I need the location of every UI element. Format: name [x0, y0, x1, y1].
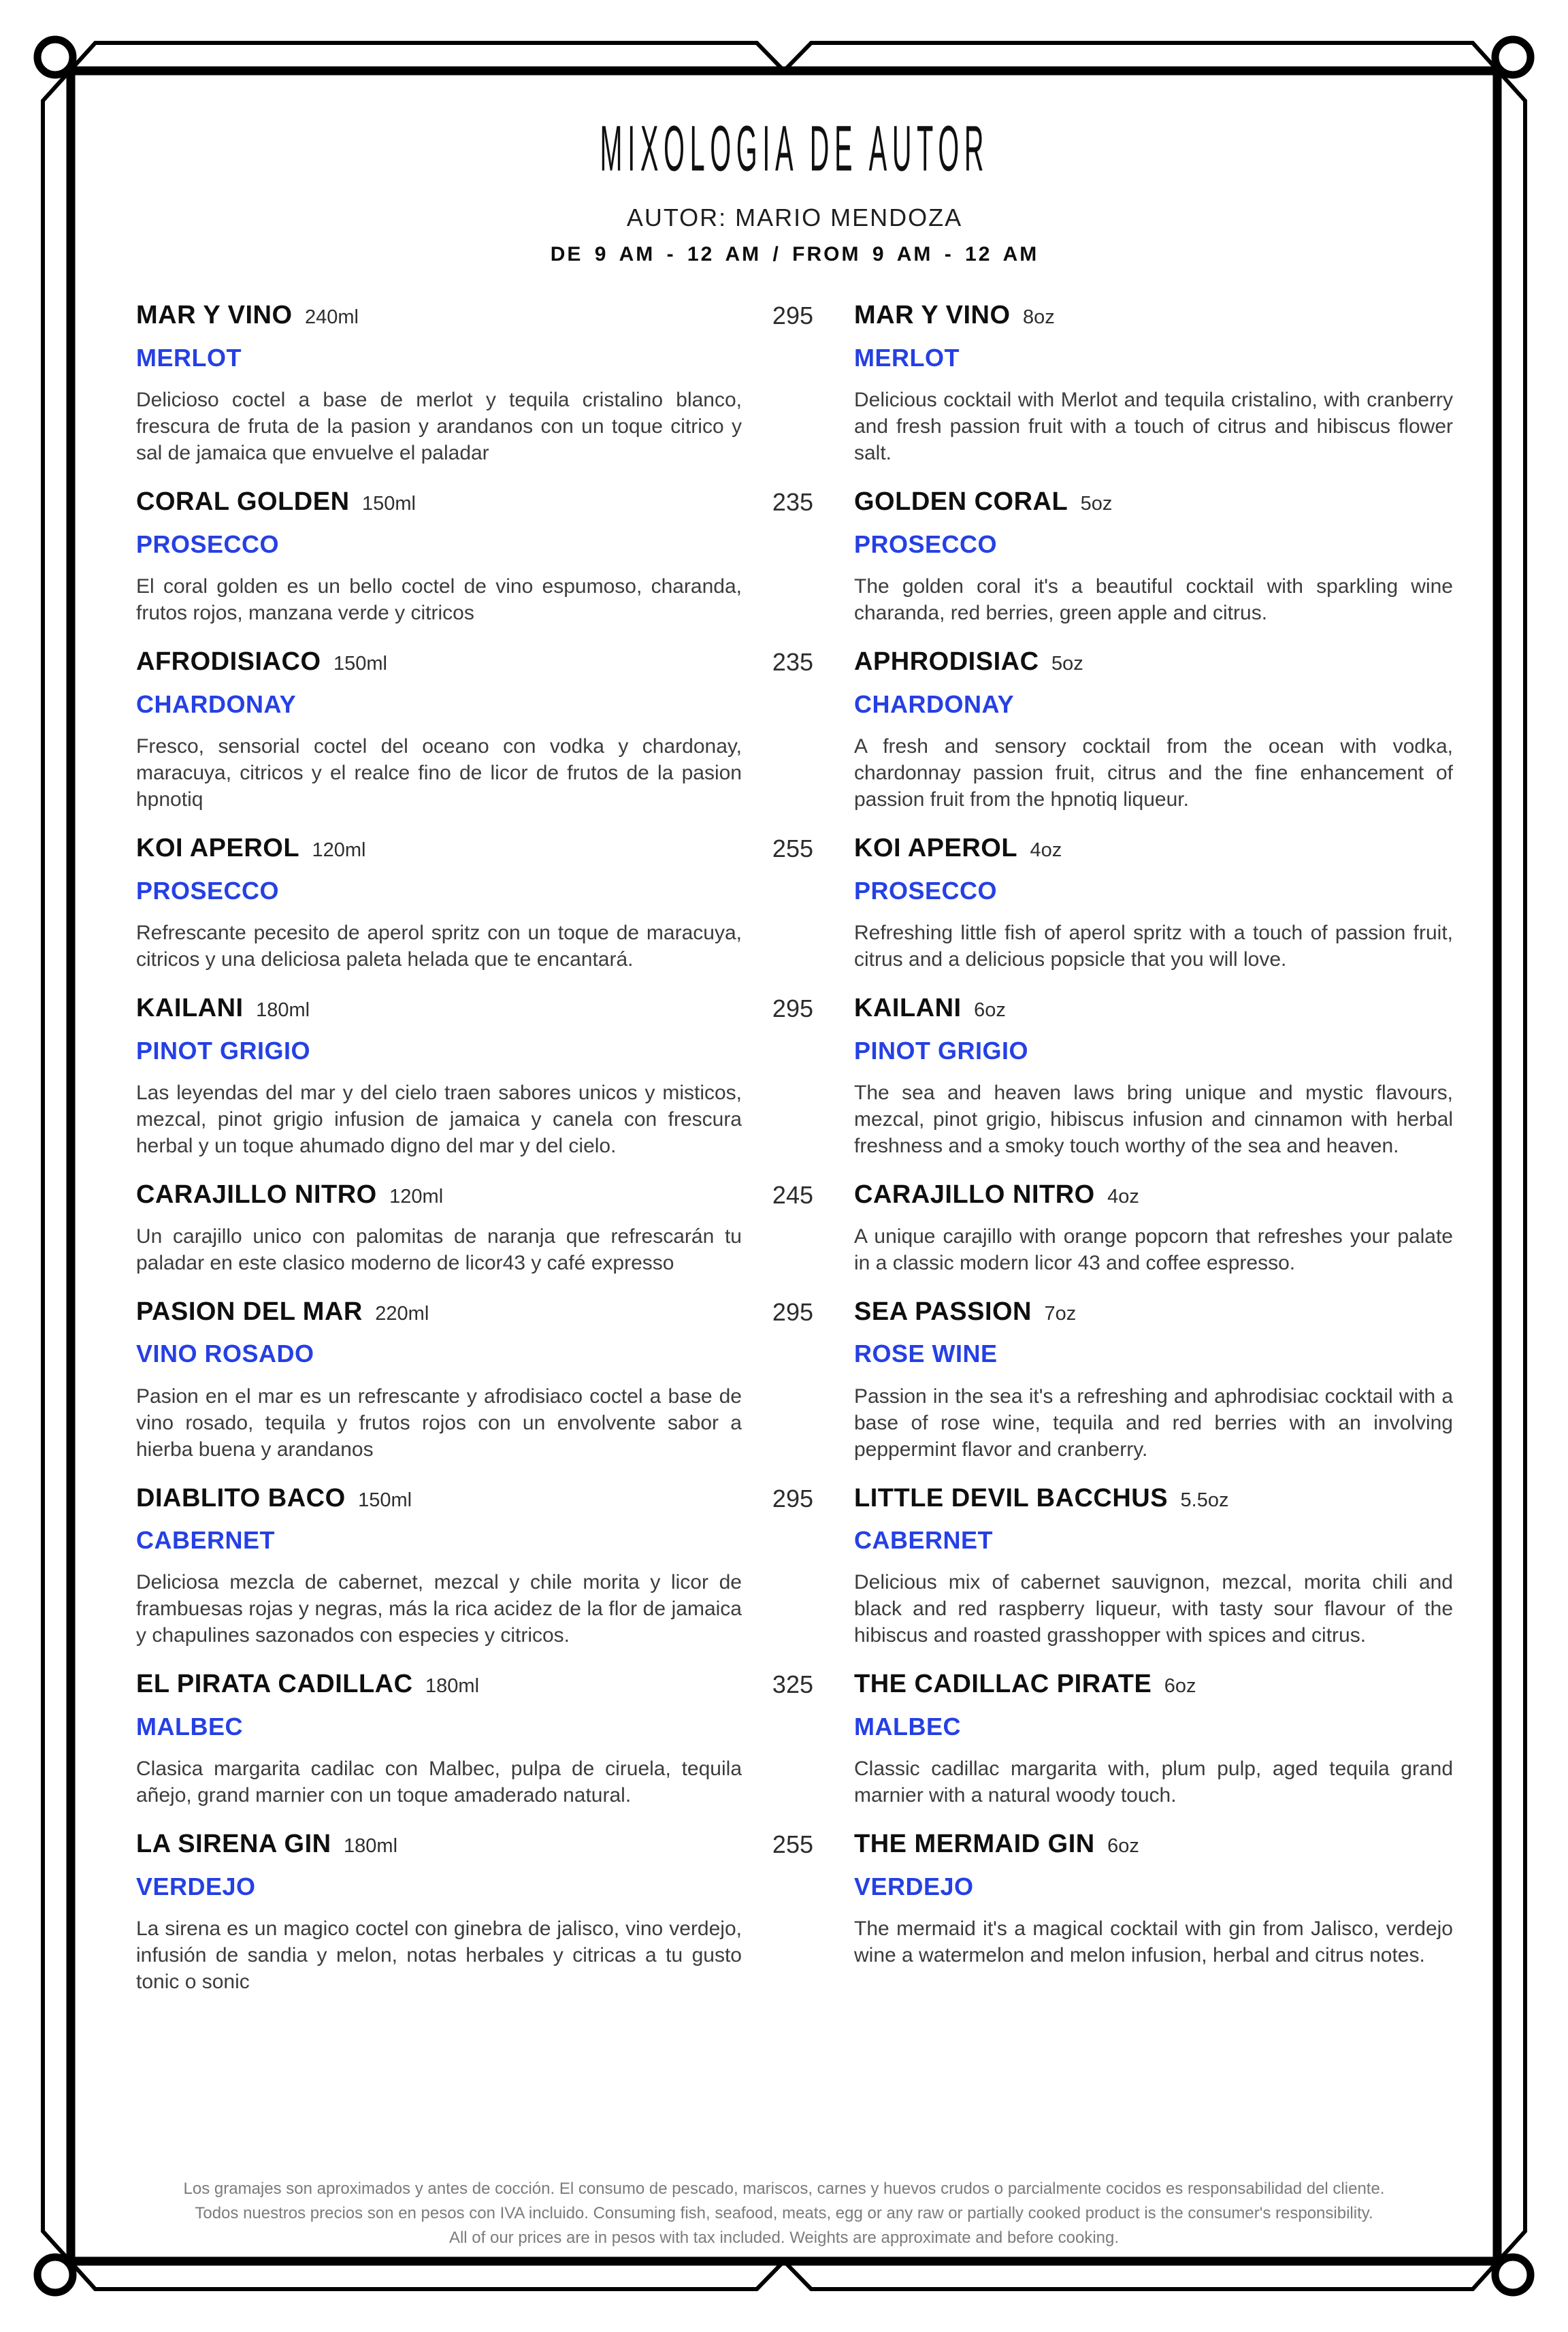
item-size-es: 180ml [425, 1675, 480, 1698]
item-size-es: 120ml [389, 1185, 444, 1208]
menu-item-el-pirata-cadillac [136, 1669, 1453, 1809]
item-title-row [854, 1669, 1453, 1700]
item-es-column [136, 1297, 742, 1463]
item-desc-en: Refreshing little fish of aperol spritz with a touch of passion fruit, citrus and a delicious popsicle that you will love. [854, 921, 1453, 971]
item-name-en: THE CADILLAC PIRATE [854, 1670, 1152, 1699]
item-name-es: MAR Y VINO [136, 301, 293, 329]
item-title-row [854, 300, 1453, 331]
item-name-en: MAR Y VINO [854, 301, 1011, 329]
page-title-text: MIXOLOGIA DE AUTOR [600, 112, 990, 184]
item-desc-en: A unique carajillo with orange popcorn that refreshes your palate in a classic modern licor 43 and coffee espresso. [854, 1225, 1453, 1274]
item-desc-es: Pasion en el mar es un refrescante y afrodisiaco coctel a base de vino rosado, tequila y frutos rojos con un envolvente sabor a hierba buena y arandanos [136, 1384, 742, 1461]
item-name-en: KAILANI [854, 993, 962, 1022]
item-name-es: PASION DEL MAR [136, 1297, 363, 1326]
item-size-es: 240ml [304, 306, 359, 328]
item-size-en: 5.5oz [1180, 1489, 1229, 1511]
item-desc-en: Passion in the sea it's a refreshing and aphrodisiac cocktail with a base of rose wine, tequila and red berries with an involving peppermint flavor and cranberry. [854, 1384, 1453, 1461]
item-name-en: APHRODISIAC [854, 647, 1039, 676]
item-title-row [854, 487, 1453, 518]
item-title-row [136, 300, 742, 331]
item-wine-en: MALBEC [854, 1713, 961, 1741]
page-title [136, 112, 1453, 186]
item-price: 255 [772, 834, 813, 862]
item-desc-en: The mermaid it's a magical cocktail with gin from Jalisco, verdejo wine a watermelon and melon infusion, herbal and citrus notes. [854, 1917, 1453, 1967]
item-wine-es: CHARDONAY [136, 690, 297, 718]
item-desc-es: Fresco, sensorial coctel del oceano con vodka y chardonay, maracuya, citricos y el realce fino de licor de frutos de la pasion hpnotiq [136, 734, 742, 811]
item-wine-en: CHARDONAY [854, 690, 1015, 718]
item-name-en: GOLDEN CORAL [854, 487, 1068, 516]
item-wine-en: MERLOT [854, 343, 960, 372]
disclaimer-line-3: All of our prices are in pesos with tax included. Weights are approximate and before cooking. [448, 2229, 1120, 2247]
item-price: 245 [772, 1180, 813, 1209]
service-hours: DE 9 AM - 12 AM / FROM 9 AM - 12 AM [550, 243, 1039, 265]
item-desc-es: Clasica margarita cadilac con Malbec, pulpa de ciruela, tequila añejo, grand marnier con un toque amaderado natural. [136, 1758, 742, 1807]
item-wine-es: PROSECCO [136, 876, 280, 905]
item-desc-en: Classic cadillac margarita with, plum pulp, aged tequila grand marnier with a natural woody touch. [854, 1758, 1453, 1807]
item-desc-es: Refrescante pecesito de aperol spritz con un toque de maracuya, citricos y una deliciosa paleta helada que te encantará. [136, 921, 742, 971]
item-size-en: 6oz [1107, 1835, 1139, 1858]
item-price: 295 [772, 302, 813, 329]
disclaimer-line-1: Los gramajes son aproximados y antes de cocción. El consumo de pescado, mariscos, carnes y huevos crudos o parcialmente cocidos es responsabilidad del cliente. [183, 2180, 1385, 2198]
item-desc-en: A fresh and sensory cocktail from the ocean with vodka, chardonnay passion fruit, citrus and the fine enhancement of passion fruit from the hpnotiq liqueur. [854, 734, 1453, 811]
item-size-es: 150ml [333, 652, 387, 675]
item-name-en: THE MERMAID GIN [854, 1830, 1095, 1859]
item-es-column [136, 833, 742, 973]
item-title-row [136, 647, 742, 678]
item-desc-es: Las leyendas del mar y del cielo traen sabores unicos y misticos, mezcal, pinot grigio infusion de jamaica y canela con frescura herbal y un toque ahumado digno del mar y del cielo. [136, 1081, 742, 1157]
item-en-column [854, 1669, 1453, 1809]
item-en-column [854, 1829, 1453, 1969]
item-title-row [136, 993, 742, 1024]
item-wine-es: MERLOT [136, 343, 242, 372]
menu-items [136, 300, 1453, 1995]
menu-item-carajillo-nitro [136, 1180, 1453, 1276]
item-name-en: KOI APEROL [854, 833, 1018, 862]
item-price: 295 [772, 1484, 813, 1512]
item-name-es: LA SIRENA GIN [136, 1830, 331, 1859]
menu-item-mar-y-vino [136, 300, 1453, 466]
item-desc-en: Delicious cocktail with Merlot and tequila cristalino, with cranberry and fresh passion fruit with a touch of citrus and hibiscus flower salt. [854, 388, 1453, 464]
item-desc-es: Deliciosa mezcla de cabernet, mezcal y chile morita y licor de frambuesas rojas y negras, más la rica acidez de la flor de jamaica y chapulines sazonados con especies y citricos. [136, 1571, 742, 1647]
item-size-en: 4oz [1030, 839, 1062, 861]
item-title-row [136, 487, 742, 518]
item-es-column [136, 647, 742, 813]
item-en-column [854, 647, 1453, 813]
item-wine-en: PINOT GRIGIO [854, 1036, 1029, 1065]
item-title-row [854, 1829, 1453, 1860]
item-title-row [854, 1297, 1453, 1328]
item-name-en: LITTLE DEVIL BACCHUS [854, 1483, 1169, 1512]
item-en-column [854, 300, 1453, 466]
item-size-es: 150ml [361, 492, 416, 515]
item-title-row [136, 1180, 742, 1211]
item-name-es: DIABLITO BACO [136, 1483, 346, 1512]
item-wine-en: CABERNET [854, 1526, 994, 1555]
item-title-row [854, 647, 1453, 678]
item-en-column [854, 1180, 1453, 1276]
item-desc-es: Delicioso coctel a base de merlot y tequila cristalino blanco, frescura de fruta de la pasion y arandanos con un toque citrico y sal de jamaica que envuelve el paladar [136, 388, 742, 464]
menu-item-la-sirena-gin [136, 1829, 1453, 1995]
item-title-row [854, 993, 1453, 1024]
menu-item-afrodisiaco [136, 647, 1453, 813]
item-wine-es: MALBEC [136, 1713, 243, 1741]
item-title-row [854, 1483, 1453, 1515]
item-name-en: SEA PASSION [854, 1297, 1032, 1326]
item-size-en: 5oz [1080, 492, 1113, 515]
item-desc-en: Delicious mix of cabernet sauvignon, mezcal, morita chili and black and red raspberry liqueur, with tasty sour flavour of the hibiscus and roasted grasshopper with spices and citrus. [854, 1571, 1453, 1647]
item-title-row [136, 1669, 742, 1700]
item-en-column [854, 1483, 1453, 1649]
item-name-es: AFRODISIACO [136, 647, 321, 676]
item-title-row [854, 833, 1453, 864]
item-es-column [136, 1483, 742, 1649]
menu-item-coral-golden [136, 487, 1453, 626]
item-price: 235 [772, 487, 813, 516]
item-size-en: 8oz [1022, 306, 1055, 328]
item-desc-es: La sirena es un magico coctel con ginebra de jalisco, vino verdejo, infusión de sandia y melon, notas herbales y citricas a tu gusto tonic o sonic [136, 1917, 742, 1994]
item-wine-en: PROSECCO [854, 876, 998, 905]
item-title-row [136, 1297, 742, 1328]
item-title-row [854, 1180, 1453, 1211]
item-es-column [136, 993, 742, 1159]
item-size-en: 5oz [1051, 652, 1083, 675]
item-name-es: EL PIRATA CADILLAC [136, 1670, 413, 1699]
item-price: 235 [772, 647, 813, 676]
item-desc-es: El coral golden es un bello coctel de vino espumoso, charanda, frutos rojos, manzana verde y citricos [136, 574, 742, 624]
item-name-es: CARAJILLO NITRO [136, 1180, 377, 1209]
item-size-es: 220ml [375, 1302, 429, 1325]
item-price: 295 [772, 1297, 813, 1326]
item-name-es: CORAL GOLDEN [136, 487, 350, 516]
item-wine-es: PROSECCO [136, 530, 280, 558]
item-price: 295 [772, 994, 813, 1022]
item-title-row [136, 833, 742, 864]
disclaimer-line-2: Todos nuestros precios son en pesos con IVA incluido. Consuming fish, seafood, meats, egg or any raw or partially cooked product is the consumer's responsibility. [195, 2204, 1373, 2222]
item-size-es: 180ml [256, 999, 310, 1021]
item-wine-es: PINOT GRIGIO [136, 1036, 311, 1065]
item-wine-en: VERDEJO [854, 1873, 974, 1901]
item-size-en: 6oz [1164, 1675, 1196, 1698]
item-en-column [854, 487, 1453, 626]
item-en-column [854, 993, 1453, 1159]
item-title-row [136, 1829, 742, 1860]
disclaimer-footer [0, 2177, 1568, 2250]
author-line: AUTOR: MARIO MENDOZA [626, 204, 963, 231]
item-name-en: CARAJILLO NITRO [854, 1180, 1095, 1209]
item-desc-es: Un carajillo unico con palomitas de naranja que refrescarán tu paladar en este clasico moderno de licor43 y café expresso [136, 1225, 742, 1274]
item-es-column [136, 1669, 742, 1809]
item-price: 325 [772, 1670, 813, 1699]
item-en-column [854, 1297, 1453, 1463]
item-wine-es: CABERNET [136, 1526, 276, 1555]
item-es-column [136, 1180, 742, 1276]
item-name-es: KOI APEROL [136, 833, 300, 862]
item-wine-en: PROSECCO [854, 530, 998, 558]
item-size-en: 7oz [1044, 1302, 1077, 1325]
item-size-es: 180ml [344, 1835, 398, 1858]
item-wine-es: VINO ROSADO [136, 1340, 314, 1368]
menu-item-kailani [136, 993, 1453, 1159]
item-wine-es: VERDEJO [136, 1873, 256, 1901]
item-es-column [136, 487, 742, 626]
item-es-column [136, 1829, 742, 1995]
item-size-en: 6oz [974, 999, 1006, 1021]
item-title-row [136, 1483, 742, 1515]
item-desc-en: The sea and heaven laws bring unique and mystic flavours, mezcal, pinot grigio, hibiscus infusion and cinnamon with herbal freshness and a smoky touch worthy of the sea and heaven. [854, 1081, 1453, 1157]
item-en-column [854, 833, 1453, 973]
item-size-es: 120ml [312, 839, 366, 861]
menu-item-diablito-baco [136, 1483, 1453, 1649]
menu-item-koi-aperol [136, 833, 1453, 973]
item-price: 255 [772, 1830, 813, 1859]
item-size-es: 150ml [358, 1489, 412, 1511]
item-es-column [136, 300, 742, 466]
menu-item-pasion-del-mar [136, 1297, 1453, 1463]
item-name-es: KAILANI [136, 993, 244, 1022]
item-size-en: 4oz [1107, 1185, 1139, 1208]
item-desc-en: The golden coral it's a beautiful cocktail with sparkling wine charanda, red berries, green apple and citrus. [854, 574, 1453, 624]
menu-header [136, 112, 1453, 266]
item-wine-en: ROSE WINE [854, 1340, 998, 1368]
